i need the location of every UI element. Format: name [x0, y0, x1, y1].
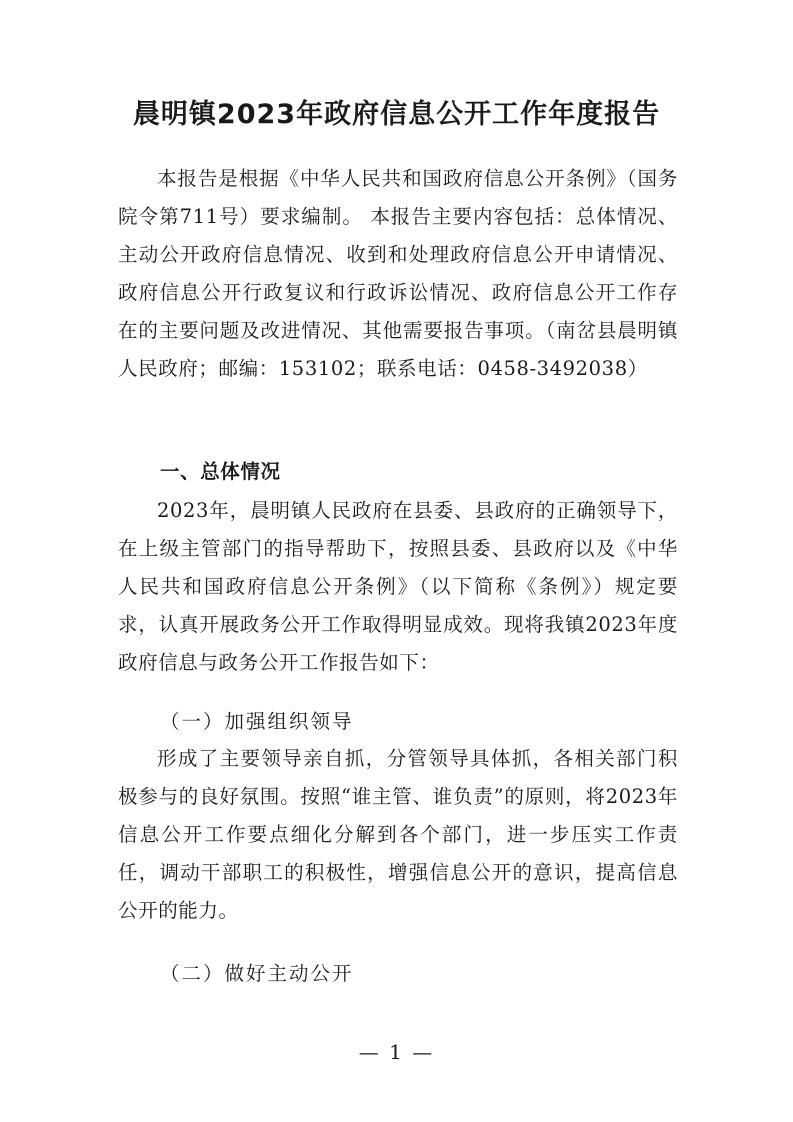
- overview-paragraph: 2023年，晨明镇人民政府在县委、县政府的正确领导下，在上级主管部门的指导帮助下，按照县委、县政府以及《中华人民共和国政府信息公开条例》（以下简称《条例》）规定要求，认真开展政务公开工作取得明显成效。现将我镇2023年度政府信息与政务公开工作报告如下：: [118, 499, 678, 674]
- subsection-heading-active-disclosure: （二）做好主动公开: [160, 962, 354, 985]
- section-heading-overview: 一、总体情况: [160, 460, 281, 483]
- page-number: — 1 —: [358, 1040, 435, 1064]
- subsection-heading-leadership: （一）加强组织领导: [160, 710, 354, 733]
- leadership-paragraph: 形成了主要领导亲自抓，分管领导具体抓，各相关部门积极参与的良好氛围。按照“谁主管、谁负责”的原则，将2023年信息公开工作要点细化分解到各个部门，进一步压实工作责任，调动干部职工的积极性，增强信息公开的意识，提高信息公开的能力。: [118, 747, 678, 922]
- document-title: 晨明镇2023年政府信息公开工作年度报告: [132, 99, 661, 130]
- intro-paragraph: 本报告是根据《中华人民共和国政府信息公开条例》（国务院令第711号）要求编制。 本报告主要内容包括：总体情况、主动公开政府信息情况、收到和处理政府信息公开申请情况、政府信息公开行政复议和行政诉讼情况、政府信息公开工作存在的主要问题及改进情况、其他需要报告事项。（南岔县晨明镇人民政府；邮编：153102；联系电话：0458-3492038）: [118, 167, 678, 380]
